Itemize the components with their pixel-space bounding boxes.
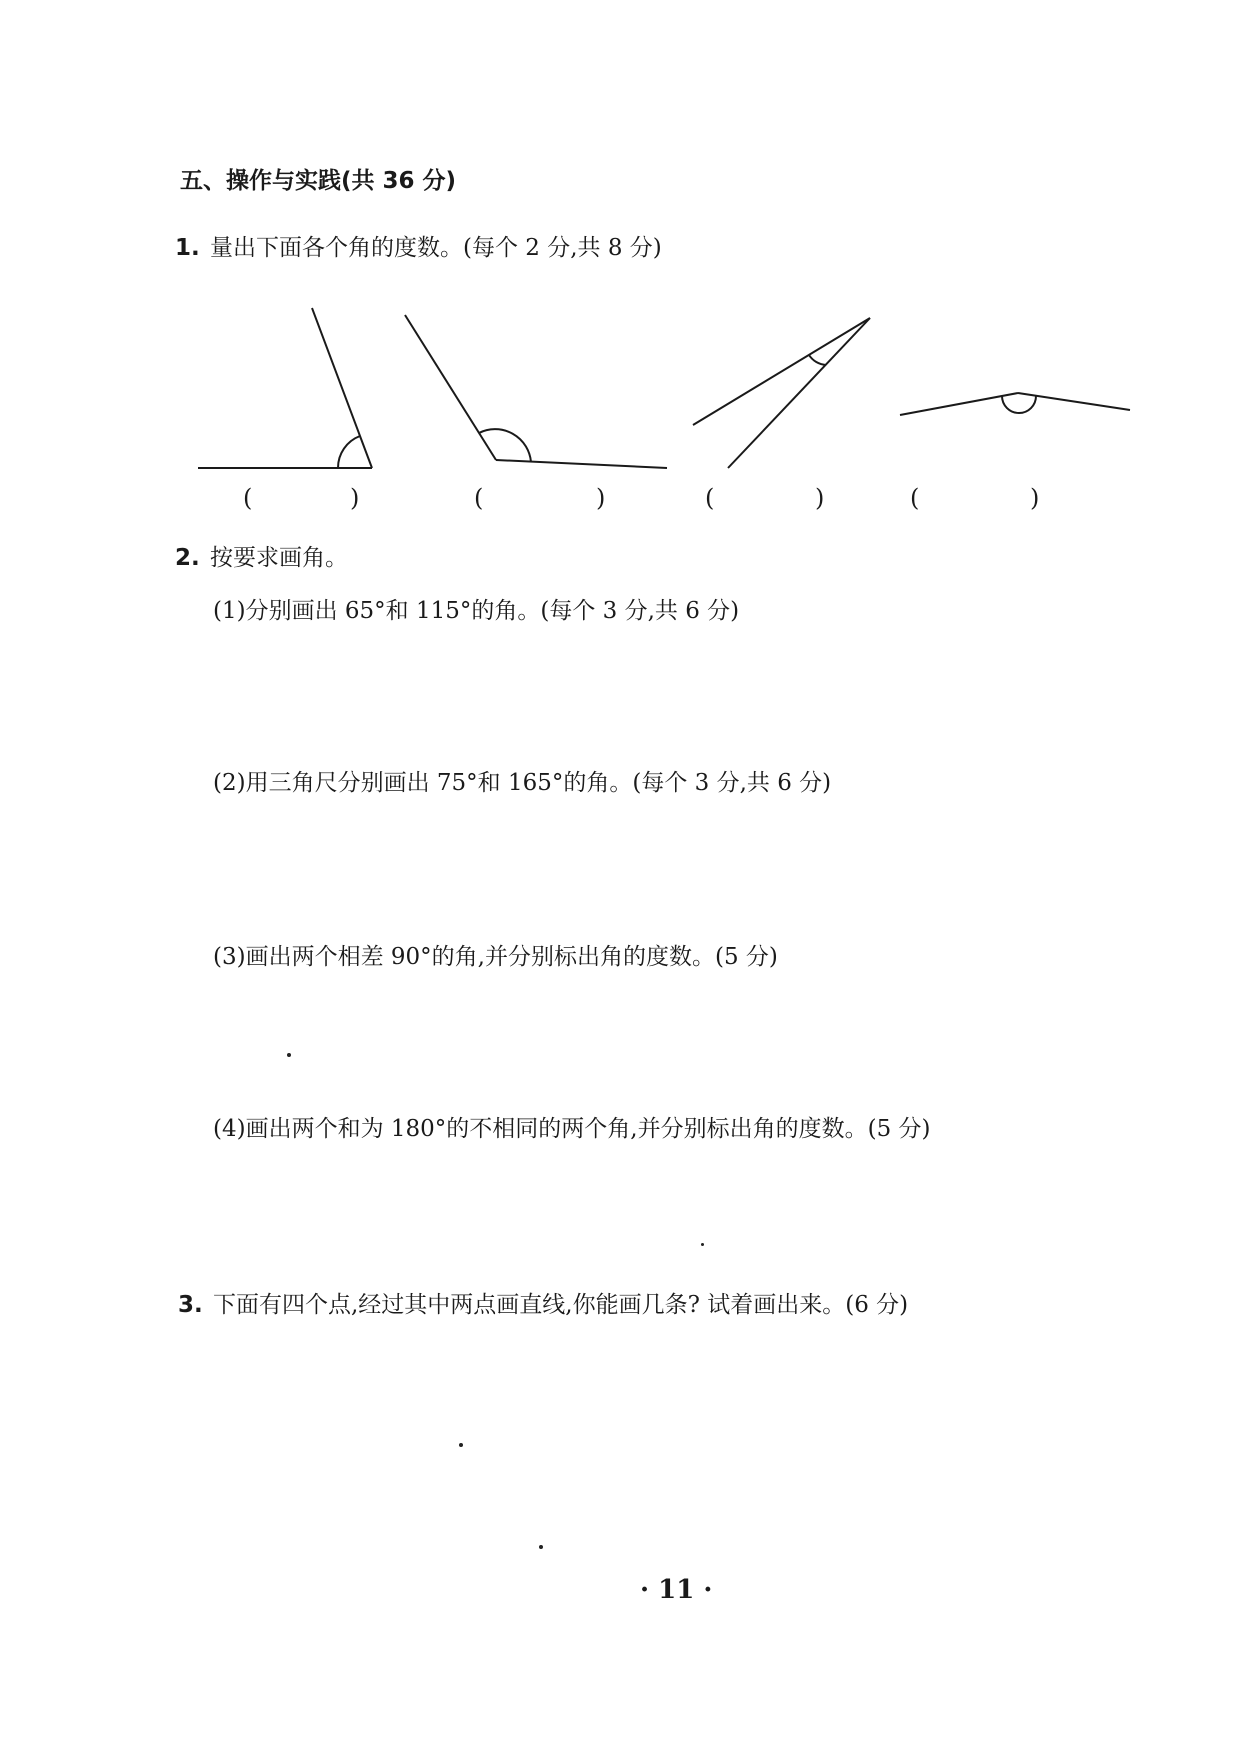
answer-2-close: ) <box>596 484 606 512</box>
q1-number: 1. <box>175 235 200 261</box>
answer-3-close: ) <box>815 484 825 512</box>
q2-part-2: (2)用三角尺分别画出 75°和 165°的角。(每个 3 分,共 6 分) <box>213 770 832 796</box>
section-title: 五、操作与实践(共 36 分) <box>180 168 457 194</box>
angle-figure-3 <box>693 318 870 468</box>
point-b <box>459 1443 463 1447</box>
q2-part-3: (3)画出两个相差 90°的角,并分别标出角的度数。(5 分) <box>213 944 778 970</box>
angle-figure-2 <box>405 315 667 468</box>
answer-1-close: ) <box>350 484 360 512</box>
answer-4-open: ( <box>910 484 920 512</box>
answer-3-open: ( <box>705 484 715 512</box>
angle-figure-1 <box>198 308 372 468</box>
answer-1-open: ( <box>243 484 253 512</box>
page-number: · 11 · <box>640 1575 713 1605</box>
q2-text: 按要求画角。 <box>210 545 348 571</box>
point-d <box>701 1243 704 1246</box>
point-a <box>287 1053 291 1057</box>
q3-number: 3. <box>178 1292 203 1318</box>
q2-part-1: (1)分别画出 65°和 115°的角。(每个 3 分,共 6 分) <box>213 598 740 624</box>
answer-2-open: ( <box>474 484 484 512</box>
q1-text: 量出下面各个角的度数。(每个 2 分,共 8 分) <box>210 235 662 261</box>
answer-4-close: ) <box>1030 484 1040 512</box>
q2-part-4: (4)画出两个和为 180°的不相同的两个角,并分别标出角的度数。(5 分) <box>213 1116 931 1142</box>
angle-figure-4 <box>900 393 1130 415</box>
q2-number: 2. <box>175 545 200 571</box>
q3-text: 下面有四个点,经过其中两点画直线,你能画几条? 试着画出来。(6 分) <box>213 1292 909 1318</box>
point-c <box>539 1545 543 1549</box>
